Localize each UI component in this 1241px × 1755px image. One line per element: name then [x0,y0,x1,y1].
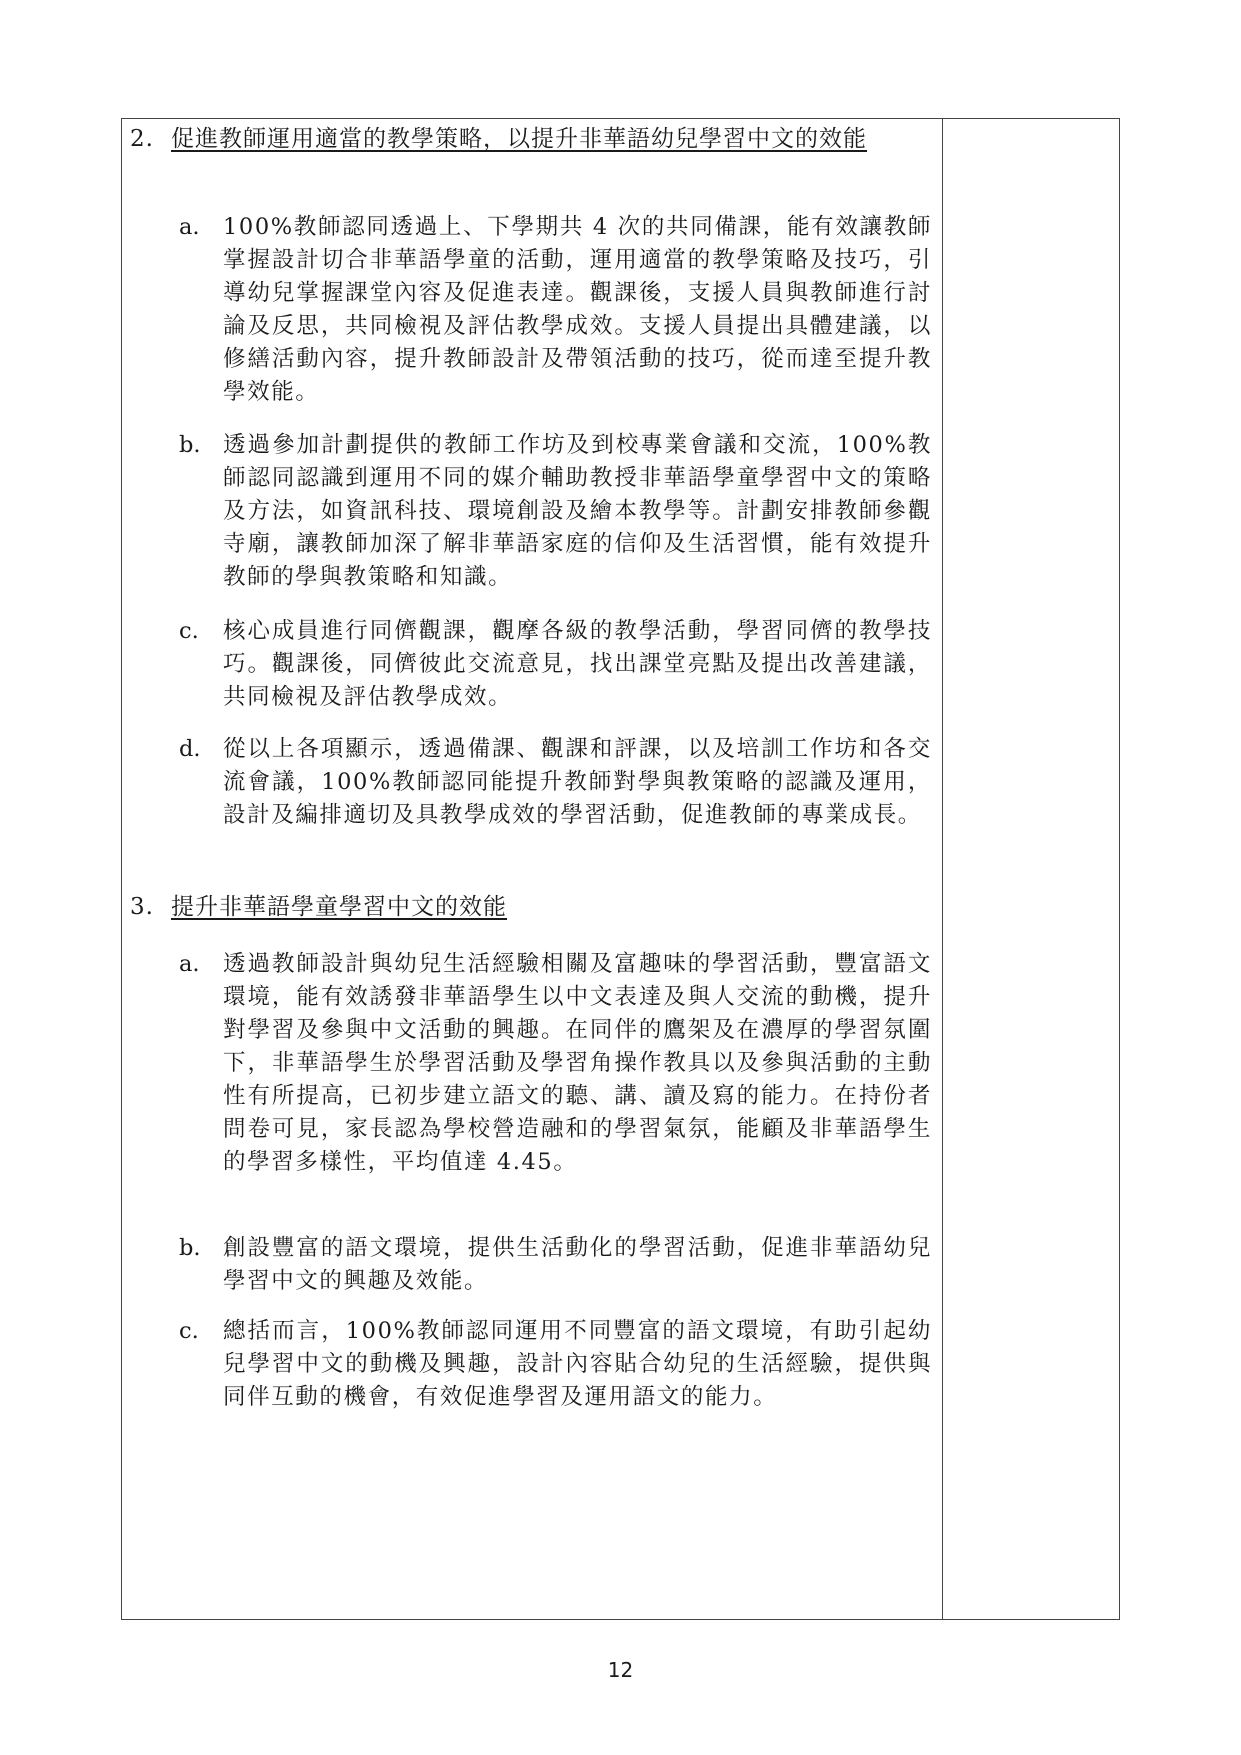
list-item [122,733,942,832]
item-label: a. [179,214,200,240]
list-item [122,1232,942,1298]
list-item [122,948,942,1179]
item-text: 核心成員進行同儕觀課，觀摩各級的教學活動，學習同儕的教學技巧。觀課後，同儕彼此交流意見，找出課堂亮點及提出改善建議，共同檢視及評估教學成效。 [223,618,932,710]
item-text: 透過參加計劃提供的教師工作坊及到校專業會議和交流，100%教師認同認識到運用不同的媒介輔助教授非華語學童學習中文的策略及方法，如資訊科技、環境創設及繪本教學等。計劃安排教師參觀寺廟，讓教師加深了解非華語家庭的信仰及生活習慣，能有效提升教師的學與教策略和知識。 [223,432,932,590]
item-label: c. [179,1318,199,1344]
item-text: 透過教師設計與幼兒生活經驗相關及富趣味的學習活動，豐富語文環境，能有效誘發非華語學生以中文表達及與人交流的動機，提升對學習及參與中文活動的興趣。在同伴的鷹架及在濃厚的學習氛圍下，非華語學生於學習活動及學習角操作教具以及參與活動的主動性有所提高，已初步建立語文的聽、講、讀及寫的能力。在持份者問卷可見，家長認為學校營造融和的學習氣氛，能顧及非華語學生的學習多樣性，平均值達 4.45。 [223,951,932,1175]
section-heading [122,891,942,924]
report-table [121,118,1120,1620]
list-item [122,615,942,714]
item-label: b. [179,432,201,458]
section-number: 2. [130,126,154,152]
section-title: 提升非華語學童學習中文的效能 [171,894,507,920]
main-column [122,119,942,1619]
item-text: 從以上各項顯示，透過備課、觀課和評課，以及培訓工作坊和各交流會議，100%教師認同能提升教師對學與教策略的認識及運用，設計及編排適切及具教學成效的學習活動，促進教師的專業成長。 [223,736,932,828]
item-label: a. [179,951,200,977]
section-title: 促進教師運用適當的教學策略，以提升非華語幼兒學習中文的效能 [171,126,867,152]
item-text: 100%教師認同透過上、下學期共 4 次的共同備課，能有效讓教師掌握設計切合非華語學童的活動，運用適當的教學策略及技巧，引導幼兒掌握課堂內容及促進表達。觀課後，支援人員與教師進行討論及反思，共同檢視及評估教學成效。支援人員提出具體建議，以修繕活動內容，提升教師設計及帶領活動的技巧，從而達至提升教學效能。 [223,214,932,405]
list-item [122,429,942,594]
side-column [943,119,1119,1619]
list-item [122,211,942,409]
list-item [122,1315,942,1414]
item-label: c. [179,618,199,644]
item-text: 創設豐富的語文環境，提供生活動化的學習活動，促進非華語幼兒學習中文的興趣及效能。 [223,1235,932,1294]
section-number: 3. [130,894,154,920]
section-heading [122,123,942,156]
item-label: b. [179,1235,201,1261]
page-number: 12 [607,1658,634,1682]
item-label: d. [179,736,201,762]
item-text: 總括而言，100%教師認同運用不同豐富的語文環境，有助引起幼兒學習中文的動機及興趣，設計內容貼合幼兒的生活經驗，提供與同伴互動的機會，有效促進學習及運用語文的能力。 [223,1318,932,1410]
